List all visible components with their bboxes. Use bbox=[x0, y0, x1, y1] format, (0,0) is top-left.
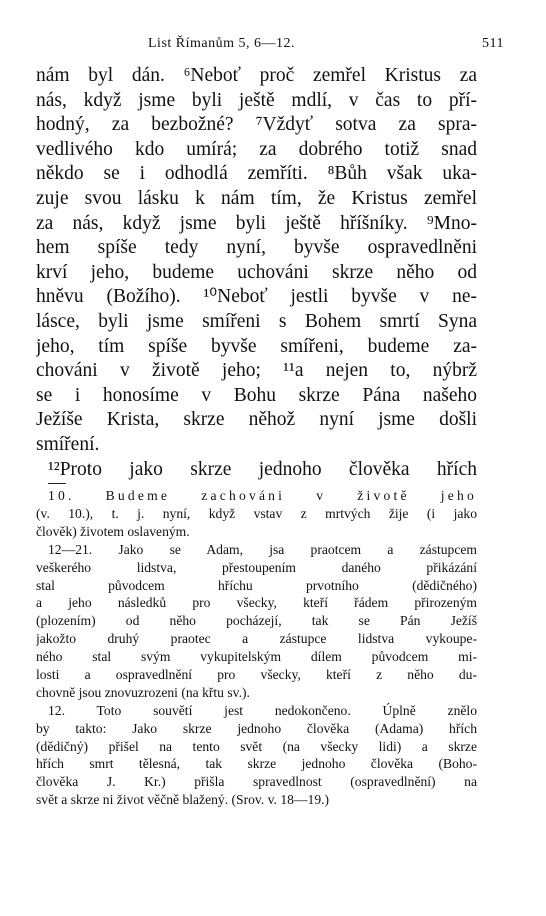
text-line: hodný, za bezbožné? ⁷Vždyť sotva za spra- bbox=[36, 114, 477, 136]
text-line: hem spíše tedy nyní, byvše ospravedlněni bbox=[36, 237, 477, 259]
footnote-line: svět a skrze ni život věčně blažený. (Srov. v. 18—19.) bbox=[36, 792, 330, 808]
footnote-line: 12—21. Jako se Adam, jsa praotcem a zástupcem bbox=[48, 541, 477, 557]
footnote-line: chovně jsou znovuzrozeni (na křtu sv.). bbox=[36, 684, 250, 700]
footnote-line: (plozením) od něho pocházejí, tak se Pán Ježíš bbox=[36, 613, 477, 629]
text-line: zuje svou lásku k nám tím, že Kristus zemřel bbox=[36, 187, 477, 209]
page-number: 511 bbox=[482, 36, 504, 51]
text-line: smíření. bbox=[36, 433, 100, 455]
footnote-line: by takto: Jako skrze jednoho člověka (Adama) hřích bbox=[36, 720, 477, 736]
text-line: lásce, byli jsme smířeni s Bohem smrtí Syna bbox=[36, 310, 477, 332]
text-line: jeho, tím spíše byvše smířeni, budeme za- bbox=[36, 335, 477, 357]
text-line: někdo se i odhodlá zemříti. ⁸Bůh však uka- bbox=[36, 163, 477, 185]
footnote-line: 10. Budeme zachováni v životě jeho bbox=[48, 488, 477, 504]
footnote-line: 12. Toto souvětí jest nedokončeno. Úplně znělo bbox=[48, 702, 477, 718]
footnotes bbox=[36, 487, 477, 809]
running-head bbox=[36, 36, 514, 58]
text-line: za nás, když jsme byli ještě hříšníky. ⁹Mno- bbox=[36, 212, 477, 234]
text-line: Ježíše Krista, skrze něhož nyní jsme došli bbox=[36, 409, 477, 431]
text-line: vedlivého kdo umírá; za dobrého totiž snad bbox=[36, 138, 477, 160]
footnote-line: veškerého lidstva, přestoupením daného přikázání bbox=[36, 559, 477, 575]
footnote-line: losti a ospravedlnění pro všecky, kteří z něho du- bbox=[36, 667, 477, 682]
footnote-line: stal původcem hříchu prvotního (dědičného) bbox=[36, 577, 477, 593]
text-line: krví jeho, budeme uchováni skrze něho od bbox=[36, 261, 477, 283]
text-line: se i honosíme v Bohu skrze Pána našeho bbox=[36, 384, 477, 406]
running-title: List Římanům 5, 6—12. bbox=[148, 36, 295, 51]
footnote-line: hřích smrt tělesná, tak skrze jednoho člověka (Boho- bbox=[36, 756, 477, 772]
text-line: hněvu (Božího). ¹⁰Neboť jestli byvše v ne- bbox=[36, 286, 477, 308]
footnote-line: (dědičný) přišel na tento svět (na všecky lidi) a skrze bbox=[36, 738, 477, 754]
footnote-line: a jeho následků pro všecky, kteří řádem přirozeným bbox=[36, 595, 477, 611]
footnote-line: (v. 10.), t. j. nyní, když vstav z mrtvých žije (i jako bbox=[36, 505, 477, 521]
text-line: ¹²Proto jako skrze jednoho člověka hřích bbox=[48, 458, 477, 480]
page-body bbox=[36, 64, 477, 809]
footnote-line: jakožto druhý praotec a zástupce lidstva vykoupe- bbox=[36, 631, 477, 647]
footnote-line: ného stal svým vykupitelským dílem původcem mi- bbox=[36, 649, 477, 665]
footnote-line: člověk) životem oslaveným. bbox=[36, 523, 190, 539]
text-line: nás, když jsme byli ještě mdlí, v čas to pří- bbox=[36, 89, 477, 111]
main-text bbox=[36, 64, 477, 482]
text-line: nám byl dán. ⁶Neboť proč zemřel Kristus za bbox=[36, 65, 477, 86]
footnote-line: člověka J. Kr.) přišla spravedlnost (ospravedlnění) na bbox=[36, 774, 477, 790]
text-line: chováni v životě jeho; ¹¹a nejen to, nýbrž bbox=[36, 360, 477, 382]
footnote-rule bbox=[48, 483, 66, 484]
